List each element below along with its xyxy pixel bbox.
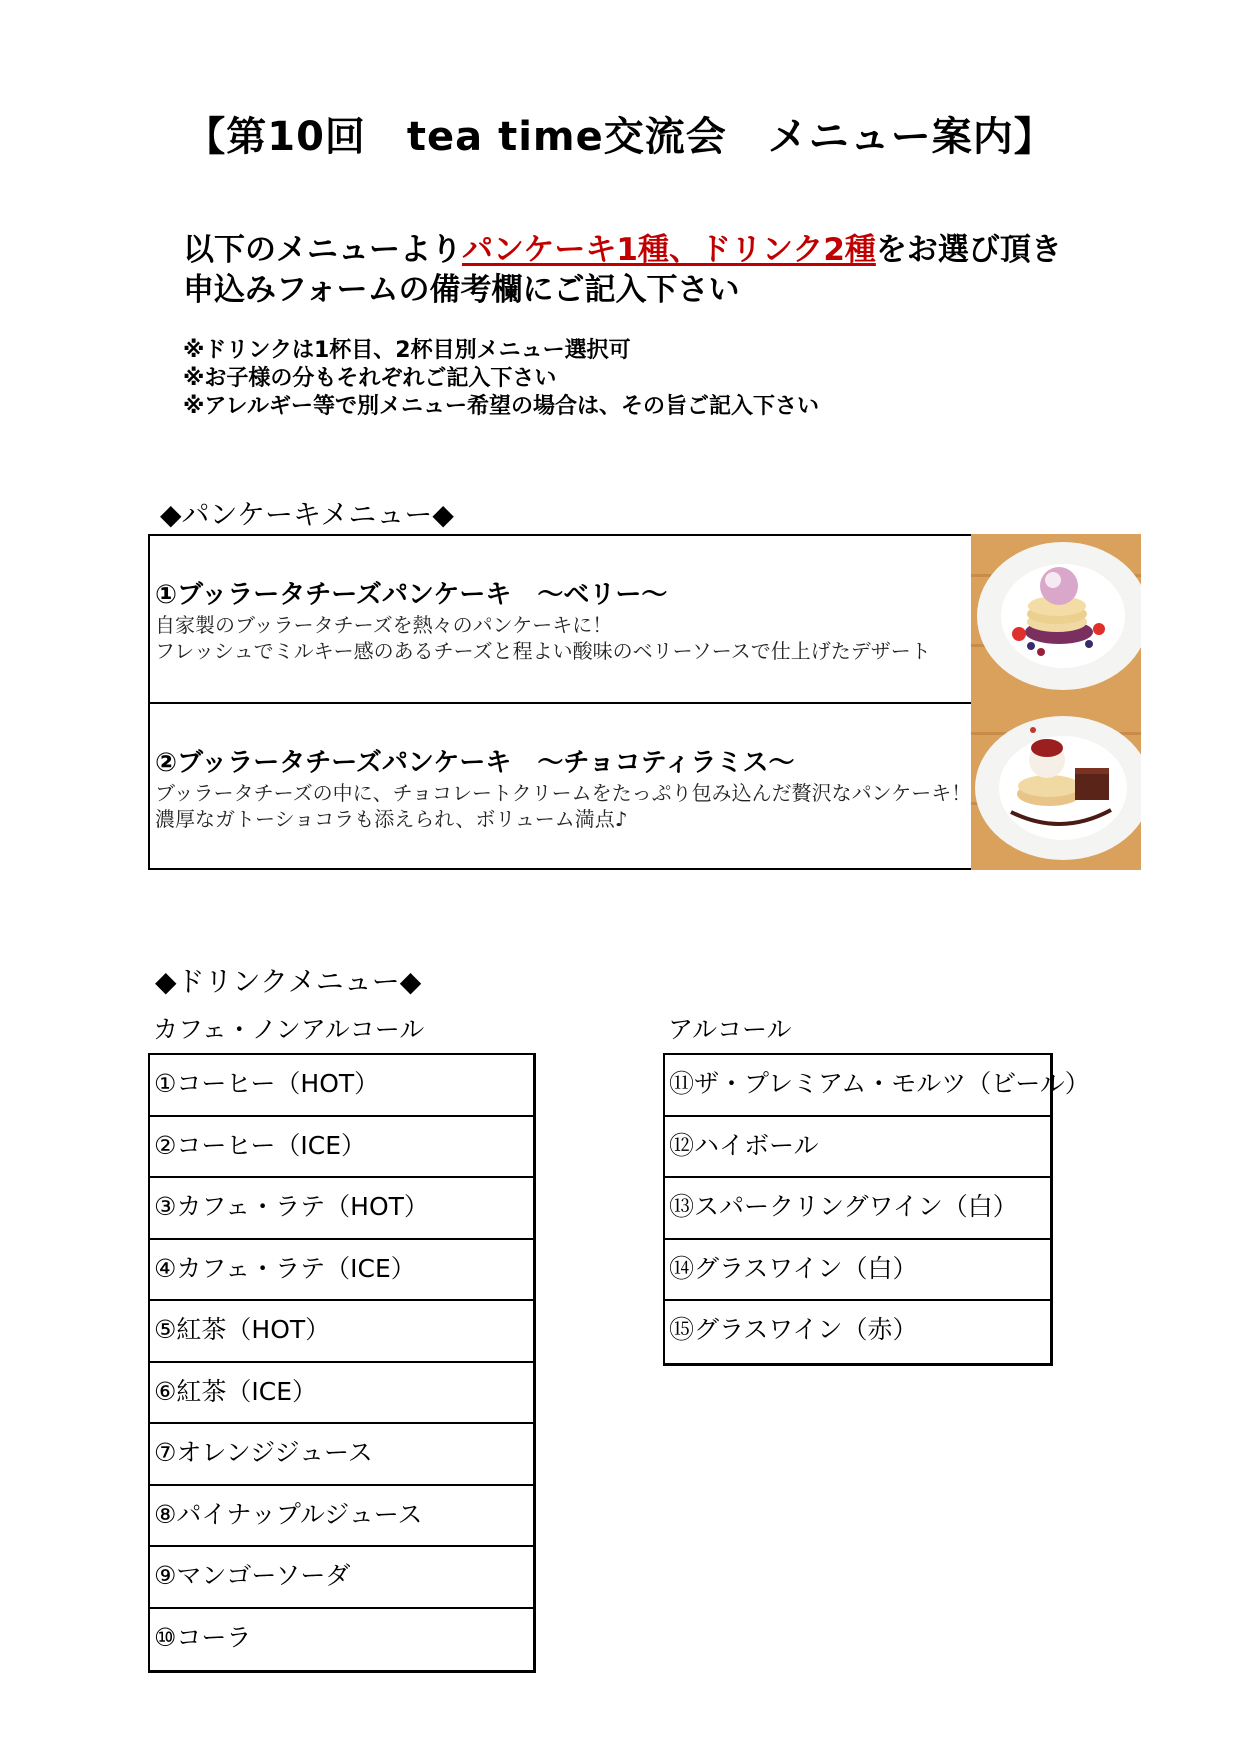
- drink-row: ⑧パイナップルジュース: [150, 1486, 533, 1548]
- drink-row: ⑬スパークリングワイン（白）: [665, 1178, 1050, 1240]
- drink-row: ⑦オレンジジュース: [150, 1424, 533, 1486]
- pancake-item-choco: [150, 702, 973, 870]
- cafe-heading: カフェ・ノンアルコール: [153, 1015, 425, 1044]
- drink-row: ⑭グラスワイン（白）: [665, 1240, 1050, 1302]
- page-title: 【第10回 tea time交流会 メニュー案内】: [185, 114, 1055, 160]
- note-3: ※アレルギー等で別メニュー希望の場合は、その旨ご記入下さい: [183, 394, 819, 419]
- intro-line-2: 申込みフォームの備考欄にご記入下さい: [183, 272, 740, 308]
- note-1: ※ドリンクは1杯目、2杯目別メニュー選択可: [183, 338, 631, 363]
- pancake-desc: 濃厚なガトーショコラも添えられ、ボリューム満点♪: [155, 807, 628, 831]
- drink-row: ⑥紅茶（ICE）: [150, 1363, 533, 1425]
- drink-row: ④カフェ・ラテ（ICE）: [150, 1240, 533, 1302]
- pancake-berry-photo: [971, 534, 1141, 702]
- pancake-menu-box: [148, 534, 971, 870]
- notes: [183, 337, 819, 421]
- pancake-desc: 自家製のブッラータチーズを熱々のパンケーキに！: [155, 613, 613, 637]
- drink-row: ⑪ザ・プレミアム・モルツ（ビール）: [665, 1055, 1050, 1117]
- drink-row: ⑩コーラ: [154, 1622, 252, 1652]
- pancake-desc: フレッシュでミルキー感のあるチーズと程よい酸味のベリーソースで仕上げたデザート: [155, 639, 931, 663]
- pancake-heading: ◆パンケーキメニュー◆: [160, 498, 454, 531]
- intro-line-1: [183, 230, 1062, 270]
- pancake-name: ①ブッラータチーズパンケーキ ～ベリー～: [155, 580, 668, 610]
- intro-after: をお選び頂き: [875, 232, 1062, 268]
- drink-row: ①コーヒー（HOT）: [150, 1055, 533, 1117]
- pancake-item-berry: [150, 536, 973, 704]
- cafe-drink-table: [148, 1053, 536, 1673]
- drink-row: ⑮グラスワイン（赤）: [669, 1315, 918, 1344]
- intro-highlight: パンケーキ1種、ドリンク2種: [462, 232, 876, 268]
- intro-before: 以下のメニューより: [183, 232, 462, 268]
- drink-row: ⑤紅茶（HOT）: [150, 1301, 533, 1363]
- drink-row: ⑫ハイボール: [665, 1117, 1050, 1179]
- pancake-name: ②ブッラータチーズパンケーキ ～チョコティラミス～: [155, 748, 795, 778]
- drink-heading: ◆ドリンクメニュー◆: [155, 965, 422, 998]
- drink-row: ②コーヒー（ICE）: [150, 1117, 533, 1179]
- alcohol-heading: アルコール: [668, 1015, 792, 1044]
- pancake-desc: ブッラータチーズの中に、チョコレートクリームをたっぷり包み込んだ贅沢なパンケーキ！: [155, 781, 972, 805]
- pancake-choco-photo: [971, 702, 1141, 870]
- drink-row: ③カフェ・ラテ（HOT）: [150, 1178, 533, 1240]
- alcohol-drink-table: [663, 1053, 1090, 1366]
- note-2: ※お子様の分もそれぞれご記入下さい: [183, 366, 557, 391]
- intro-text: [183, 230, 1062, 310]
- drink-row: ⑨マンゴーソーダ: [150, 1547, 533, 1609]
